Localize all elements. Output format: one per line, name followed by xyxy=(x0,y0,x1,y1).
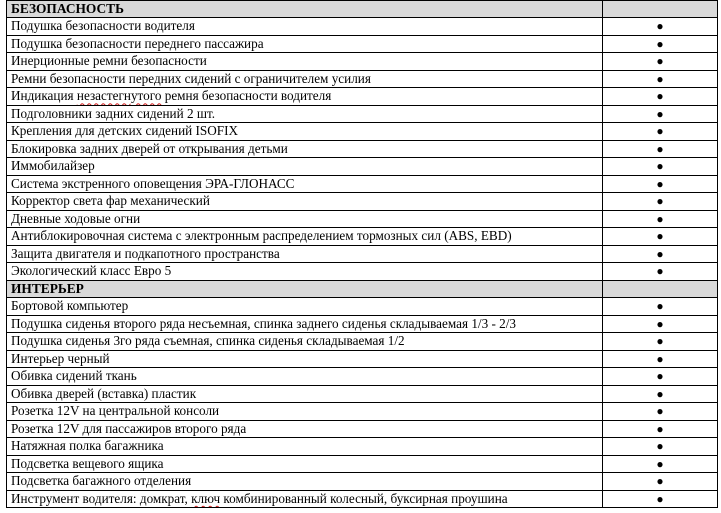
included-bullet-icon: ● xyxy=(603,53,718,71)
table-row xyxy=(7,123,718,141)
spellcheck-flagged-word: незастегнутого xyxy=(76,88,162,104)
table-row xyxy=(7,88,718,106)
feature-label: Блокировка задних дверей от открывания детьми xyxy=(7,140,603,158)
included-bullet-icon: ● xyxy=(603,228,718,246)
feature-label: Иммобилайзер xyxy=(7,158,603,176)
feature-label: Розетка 12V на центральной консоли xyxy=(7,403,603,421)
included-bullet-icon: ● xyxy=(603,490,718,508)
feature-label: Розетка 12V для пассажиров второго ряда xyxy=(7,420,603,438)
included-bullet-icon: ● xyxy=(603,123,718,141)
feature-label: Подушка сиденья 3го ряда съемная, спинка сиденья складываемая 1/2 xyxy=(7,333,603,351)
table-row xyxy=(7,245,718,263)
section-header-row xyxy=(7,280,718,298)
equipment-table-body xyxy=(7,1,718,508)
included-bullet-icon: ● xyxy=(603,70,718,88)
section-title: ИНТЕРЬЕР xyxy=(7,280,603,298)
table-row xyxy=(7,385,718,403)
feature-label: Подушка сиденья второго ряда несъемная, спинка заднего сиденья складываемая 1/3 - 2/3 xyxy=(7,315,603,333)
included-bullet-icon: ● xyxy=(603,88,718,106)
included-bullet-icon: ● xyxy=(603,18,718,36)
table-row xyxy=(7,53,718,71)
feature-label: Ремни безопасности передних сидений с ограничителем усилия xyxy=(7,70,603,88)
table-row xyxy=(7,210,718,228)
table-row xyxy=(7,490,718,508)
feature-label: Крепления для детских сидений ISOFIX xyxy=(7,123,603,141)
feature-label: Система экстренного оповещения ЭРА-ГЛОНАСС xyxy=(7,175,603,193)
spellcheck-flagged-word: ключ xyxy=(191,490,221,506)
feature-label: Защита двигателя и подкапотного пространства xyxy=(7,245,603,263)
feature-label: Интерьер черный xyxy=(7,350,603,368)
table-row xyxy=(7,158,718,176)
feature-label-part: ремня безопасности водителя xyxy=(161,88,332,104)
feature-label: Дневные ходовые огни xyxy=(7,210,603,228)
included-bullet-icon: ● xyxy=(603,385,718,403)
table-row xyxy=(7,438,718,456)
included-bullet-icon: ● xyxy=(603,245,718,263)
table-row xyxy=(7,175,718,193)
table-row xyxy=(7,420,718,438)
table-row xyxy=(7,473,718,491)
table-row xyxy=(7,333,718,351)
table-row xyxy=(7,298,718,316)
included-bullet-icon: ● xyxy=(603,438,718,456)
included-bullet-icon: ● xyxy=(603,403,718,421)
feature-label: Корректор света фар механический xyxy=(7,193,603,211)
table-row xyxy=(7,368,718,386)
included-bullet-icon: ● xyxy=(603,315,718,333)
table-row xyxy=(7,35,718,53)
included-bullet-icon: ● xyxy=(603,175,718,193)
table-row xyxy=(7,228,718,246)
feature-label: Обивка дверей (вставка) пластик xyxy=(7,385,603,403)
feature-label: Антиблокировочная система с электронным распределением тормозных сил (ABS, EBD) xyxy=(7,228,603,246)
table-row xyxy=(7,140,718,158)
included-bullet-icon: ● xyxy=(603,420,718,438)
feature-label: Инерционные ремни безопасности xyxy=(7,53,603,71)
section-title: БЕЗОПАСНОСТЬ xyxy=(7,1,603,18)
table-row xyxy=(7,315,718,333)
table-row xyxy=(7,263,718,281)
included-bullet-icon: ● xyxy=(603,333,718,351)
included-bullet-icon: ● xyxy=(603,158,718,176)
included-bullet-icon: ● xyxy=(603,368,718,386)
feature-label-part: комбинированный колесный, буксирная проушина xyxy=(220,490,508,506)
feature-label: Подголовники задних сидений 2 шт. xyxy=(7,105,603,123)
section-header-row xyxy=(7,1,718,18)
feature-label: Обивка сидений ткань xyxy=(7,368,603,386)
section-header-empty-cell xyxy=(603,280,718,298)
feature-label-part: Инструмент водителя: домкрат, xyxy=(11,490,192,506)
table-row xyxy=(7,455,718,473)
feature-label: Подсветка багажного отделения xyxy=(7,473,603,491)
table-row xyxy=(7,70,718,88)
table-row xyxy=(7,193,718,211)
included-bullet-icon: ● xyxy=(603,473,718,491)
included-bullet-icon: ● xyxy=(603,105,718,123)
feature-label: Натяжная полка багажника xyxy=(7,438,603,456)
feature-label: Экологический класс Евро 5 xyxy=(7,263,603,281)
equipment-table xyxy=(6,0,718,508)
included-bullet-icon: ● xyxy=(603,350,718,368)
table-row xyxy=(7,18,718,36)
included-bullet-icon: ● xyxy=(603,263,718,281)
table-row xyxy=(7,403,718,421)
table-row xyxy=(7,350,718,368)
feature-label: Подушка безопасности переднего пассажира xyxy=(7,35,603,53)
feature-label xyxy=(7,490,603,508)
included-bullet-icon: ● xyxy=(603,35,718,53)
feature-label xyxy=(7,88,603,106)
feature-label-part: Индикация xyxy=(11,88,77,104)
feature-label: Подсветка вещевого ящика xyxy=(7,455,603,473)
included-bullet-icon: ● xyxy=(603,298,718,316)
feature-label: Подушка безопасности водителя xyxy=(7,18,603,36)
included-bullet-icon: ● xyxy=(603,140,718,158)
included-bullet-icon: ● xyxy=(603,193,718,211)
included-bullet-icon: ● xyxy=(603,455,718,473)
included-bullet-icon: ● xyxy=(603,210,718,228)
feature-label: Бортовой компьютер xyxy=(7,298,603,316)
table-row xyxy=(7,105,718,123)
section-header-empty-cell xyxy=(603,1,718,18)
